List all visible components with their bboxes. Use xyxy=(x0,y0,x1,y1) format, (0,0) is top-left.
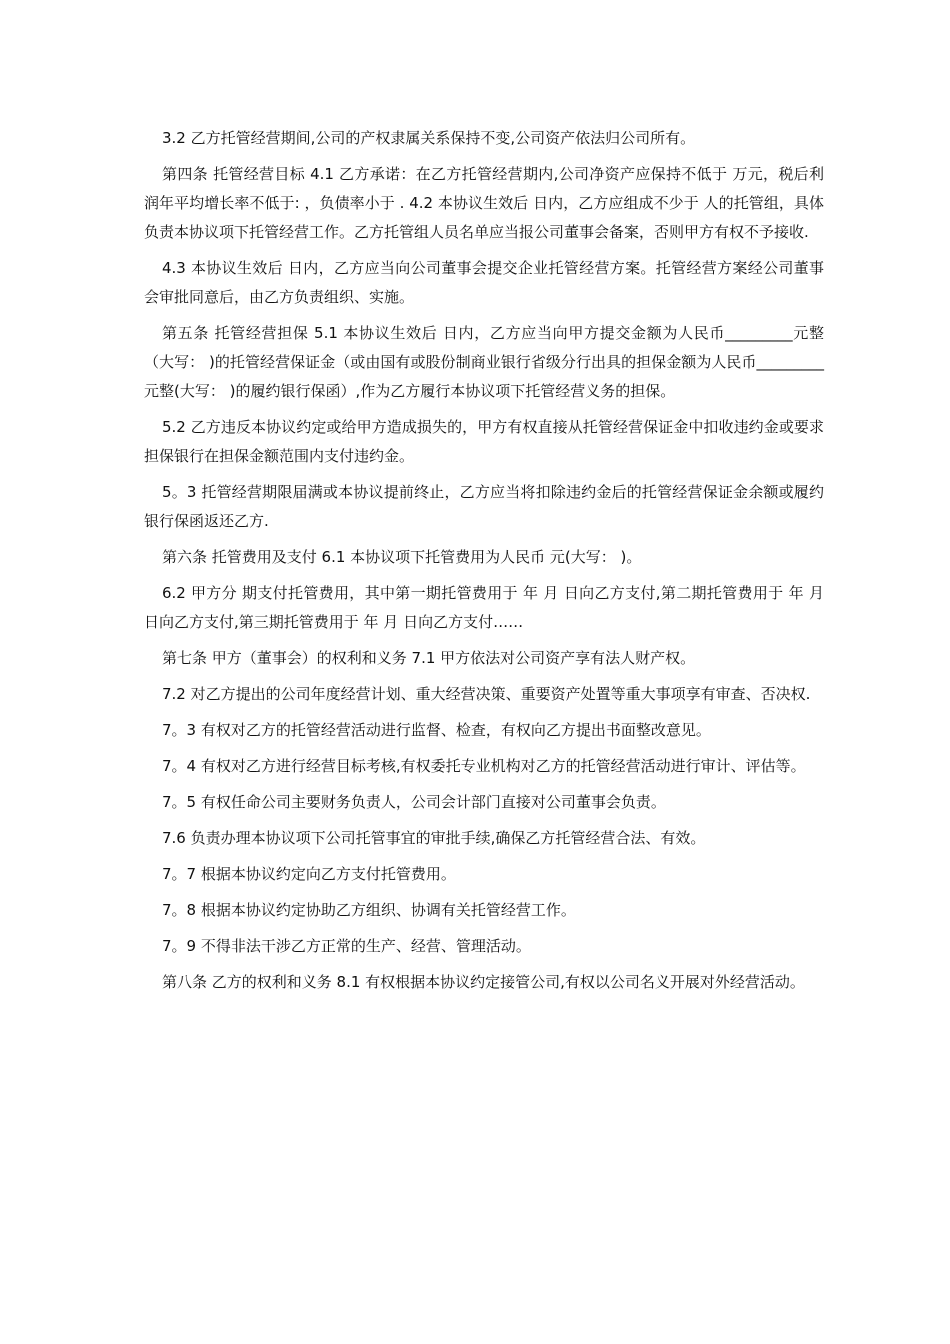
paragraph-7-9: 7。9 不得非法干涉乙方正常的生产、经营、管理活动。 xyxy=(162,937,531,955)
document-body xyxy=(144,124,824,1004)
paragraph-article-6: 第六条 托管费用及支付 6.1 本协议项下托管费用为人民币 元(大写： )。 xyxy=(162,548,642,566)
paragraph-7-6: 7.6 负责办理本协议项下公司托管事宜的审批手续,确保乙方托管经营合法、有效。 xyxy=(162,829,706,847)
paragraph-5-2: 5.2 乙方违反本协议约定或给甲方造成损失的，甲方有权直接从托管经营保证金中扣收违约金或要求担保银行在担保金额范围内支付违约金。 xyxy=(144,418,824,465)
paragraph-7-7: 7。7 根据本协议约定向乙方支付托管费用。 xyxy=(162,865,456,883)
paragraph-article-8: 第八条 乙方的权利和义务 8.1 有权根据本协议约定接管公司,有权以公司名义开展对外经营活动。 xyxy=(162,973,805,991)
paragraph-article-4: 第四条 托管经营目标 4.1 乙方承诺：在乙方托管经营期内,公司净资产应保持不低于 万元，税后利润年平均增长率不低于: ，负债率小于 . 4.2 本协议生效后 日内，乙方应组成不少于 人的托管组，具体负责本协议项下托管经营工作。乙方托管组人员名单应当报公司董事会备案，否则甲方有权不予接收. xyxy=(144,165,824,241)
paragraph-5-3: 5。3 托管经营期限届满或本协议提前终止，乙方应当将扣除违约金后的托管经营保证金余额或履约银行保函返还乙方. xyxy=(144,483,824,530)
paragraph-4-3: 4.3 本协议生效后 日内，乙方应当向公司董事会提交企业托管经营方案。托管经营方案经公司董事会审批同意后，由乙方负责组织、实施。 xyxy=(144,259,824,306)
paragraph-6-2: 6.2 甲方分 期支付托管费用，其中第一期托管费用于 年 月 日向乙方支付,第二期托管费用于 年 月 日向乙方支付,第三期托管费用于 年 月 日向乙方支付…… xyxy=(144,584,824,631)
paragraph-article-5: 第五条 托管经营担保 5.1 本协议生效后 日内，乙方应当向甲方提交金额为人民币_________元整（大写： )的托管经营保证金（或由国有或股份制商业银行省级分行出具的担保金额为人民币_________元整(大写： )的履约银行保函）,作为乙方履行本协议项下托管经营义务的担保。 xyxy=(144,324,824,400)
paragraph-article-7: 第七条 甲方（董事会）的权利和义务 7.1 甲方依法对公司资产享有法人财产权。 xyxy=(162,649,696,667)
paragraph-7-8: 7。8 根据本协议约定协助乙方组织、协调有关托管经营工作。 xyxy=(162,901,576,919)
paragraph-7-2: 7.2 对乙方提出的公司年度经营计划、重大经营决策、重要资产处置等重大事项享有审查、否决权. xyxy=(162,685,811,703)
paragraph-7-3: 7。3 有权对乙方的托管经营活动进行监督、检查，有权向乙方提出书面整改意见。 xyxy=(162,721,711,739)
paragraph-7-4: 7。4 有权对乙方进行经营目标考核,有权委托专业机构对乙方的托管经营活动进行审计、评估等。 xyxy=(162,757,806,775)
paragraph-3-2: 3.2 乙方托管经营期间,公司的产权隶属关系保持不变,公司资产依法归公司所有。 xyxy=(162,129,696,147)
paragraph-7-5: 7。5 有权任命公司主要财务负责人，公司会计部门直接对公司董事会负责。 xyxy=(162,793,666,811)
